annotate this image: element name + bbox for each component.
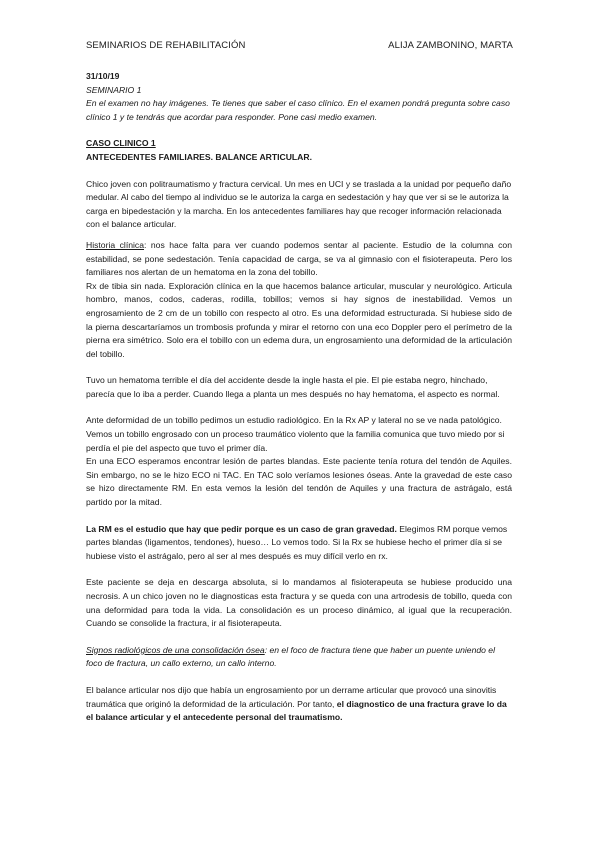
paragraph-final <box>86 684 512 725</box>
paragraph-historia <box>86 239 512 280</box>
paragraph-rm <box>86 523 512 564</box>
paragraph-deformidad: Ante deformidad de un tobillo pedimos un estudio radiológico. En la Rx AP y lateral no se ve nada patológico. Vemos un tobillo engrosado con un proceso traumático violento que la familia comunica que tuvo miedo por si perdía el pie del aspecto que tuvo el primer día. <box>86 415 505 453</box>
spacer <box>86 401 512 414</box>
header-author: ALIJA ZAMBONINO, MARTA <box>388 40 513 51</box>
historia-text: : nos hace falta para ver cuando podemos sentar al paciente. Estudio de la columna con estabilidad, se pone sedestación. Tenía capacidad de carga, se va al gimnasio con el fisioterapeuta. Pero los familiares nos alertan de un hematoma en la zona del tobillo. <box>86 239 512 278</box>
spacer <box>86 671 512 684</box>
paragraph-signos <box>86 644 512 671</box>
date: 31/10/19 <box>86 71 120 81</box>
final-bold: el diagnostico de una fractura grave lo da el balance articular y el antecedente personal del traumatismo. <box>86 698 507 723</box>
header-course-title: SEMINARIOS DE REHABILITACIÓN <box>86 40 246 51</box>
exam-note: En el examen no hay imágenes. Te tienes que saber el caso clínico. En el examen pondrá pregunta sobre caso clínico 1 y te tendrás que acordar para responder. Pone casi medio examen. <box>86 98 510 122</box>
paragraph-descarga: Este paciente se deja en descarga absoluta, si lo mandamos al fisioterapeuta se hubiese producido una necrosis. A un chico joven no le diagnosticas esta fractura y se queda con una artrodesis de tobillo, queda con una deformidad para toda la vida. La consolidación es un proceso dinámico, al igual que la recuperación. Cuando se consolide la fractura, ir al fisioterapeuta. <box>86 577 512 629</box>
document-body <box>86 70 512 725</box>
rm-rest: Elegimos RM porque vemos partes blandas (ligamentos, tendones), hueso… Lo vemos todo. Si la Rx se hubiese hecho el primer día si se hubiese visto el astrágalo, pero al ser al mes después es muy difícil verlo en rx. <box>86 523 508 561</box>
spacer <box>86 563 512 576</box>
historia-label: Historia clínica <box>86 239 144 250</box>
spacer <box>86 124 512 137</box>
paragraph-hematoma: Tuvo un hematoma terrible el día del accidente desde la ingle hasta el pie. El pie estaba negro, hinchado, parecía que lo iba a perder. Cuando llega a planta un mes después no hay hematoma, el aspecto es normal. <box>86 375 500 399</box>
paragraph-intro: Chico joven con politraumatismo y fractura cervical. Un mes en UCI y se traslada a la unidad por pequeño daño medular. Al cabo del tiempo al individuo se le autoriza la carga en sedestación y hay que ver si se le autoriza la carga en bipedestación y la marcha. En los antecedentes familiares hay que recoger información relacionada con el balance articular. <box>86 178 512 230</box>
final-text: El balance articular nos dijo que había un engrosamiento por un derrame articular que provocó una sinovitis traumática que originó la deformidad de la articulación. Por tanto, <box>86 684 497 709</box>
case-subtitle: ANTECEDENTES FAMILIARES. BALANCE ARTICULAR. <box>86 151 312 162</box>
spacer <box>86 165 512 178</box>
spacer <box>86 631 512 644</box>
paragraph-eco: En una ECO esperamos encontrar lesión de partes blandas. Este paciente tenía rotura del tendón de Aquiles. Sin embargo, no se le hizo ECO ni TAC. En TAC solo veríamos lesiones óseas. Ante la gravedad de este caso se hizo directamente RM. En esta vemos la lesión del tendón de Aquiles y una fractura de astrágalo, está partido por la mitad. <box>86 456 512 508</box>
signos-text: : en el foco de fractura tiene que haber un puente uniendo el foco de fractura, un callo externo, un callo interno. <box>86 644 495 669</box>
paragraph-rx: Rx de tibia sin nada. Exploración clínica en la que hacemos balance articular, muscular y neurológico. Articula hombro, manos, codos, caderas, rodilla, tobillos; vemos si hay signos de inestabilidad. Vemos un engrosamiento de 2 cm de un tobillo con respecto al otro. Es una deformidad estructurada. Si hubiese sido de la pierna descartaríamos un trombosis profunda y mirar el retorno con una eco Doppler pero el perímetro de la pierna era simétrico. Solo era el tobillo con un edema dura, un engrosamiento una deformidad de la articulación del tobillo. <box>86 280 512 359</box>
rm-bold: La RM es el estudio que hay que pedir porque es un caso de gran gravedad. <box>86 523 397 534</box>
seminar-label: SEMINARIO 1 <box>86 84 142 95</box>
case-title: CASO CLINICO 1 <box>86 138 156 149</box>
spacer <box>86 361 512 374</box>
spacer <box>86 510 512 523</box>
spacer <box>86 232 512 239</box>
signos-label: Signos radiológicos de una consolidación ósea <box>86 644 265 655</box>
